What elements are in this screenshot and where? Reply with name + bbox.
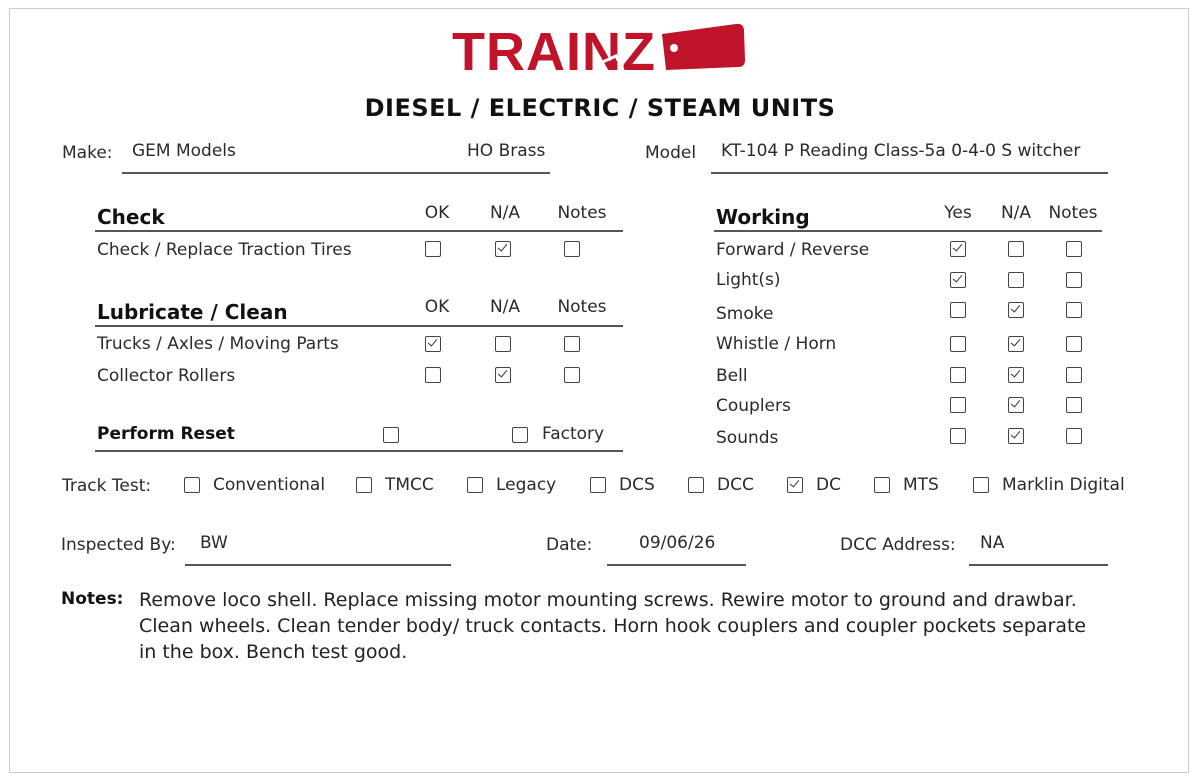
check-tires-ok-checkbox[interactable] [425, 241, 441, 257]
factory-reset-checkbox[interactable] [512, 427, 528, 443]
date-label: Date: [546, 535, 593, 555]
check-col-ok: OK [424, 203, 450, 223]
make-label: Make: [62, 143, 113, 163]
working-couplers-na-checkbox[interactable] [1008, 397, 1024, 413]
check-header-rule [95, 230, 623, 232]
trainz-logo [448, 20, 750, 78]
lubricate-col-notes: Notes [557, 297, 607, 317]
reset-rule [95, 450, 623, 452]
factory-label: Factory [542, 424, 605, 444]
track-option-label: Conventional [213, 475, 326, 495]
dcc-address-label: DCC Address: [840, 535, 956, 555]
lubricate-header: Lubricate / Clean [97, 300, 288, 324]
lubricate-rollers-notes-checkbox[interactable] [564, 367, 580, 383]
track-tmcc-checkbox[interactable] [356, 477, 372, 493]
inspected-by-label: Inspected By: [61, 535, 176, 555]
lubricate-trucks-notes-checkbox[interactable] [564, 336, 580, 352]
working-row-label: Couplers [716, 396, 791, 416]
model-label: Model [645, 143, 697, 163]
working-col-notes: Notes [1048, 203, 1098, 223]
working-whistle-na-checkbox[interactable] [1008, 336, 1024, 352]
track-test-label: Track Test: [62, 476, 152, 496]
notes-text[interactable]: Remove loco shell. Replace missing motor mounting screws. Rewire motor to ground and drawbar. Clean wheels. Clean tender body/ truck contacts. Horn hook couplers and coupler pockets separate in the box. Bench test good. [139, 589, 1087, 663]
model-value[interactable]: KT-104 P Reading Class-5a 0-4-0 S witcher [721, 141, 1081, 161]
working-forward-notes-checkbox[interactable] [1066, 241, 1082, 257]
working-smoke-notes-checkbox[interactable] [1066, 302, 1082, 318]
track-mts-checkbox[interactable] [874, 477, 890, 493]
check-tires-notes-checkbox[interactable] [564, 241, 580, 257]
working-sounds-na-checkbox[interactable] [1008, 428, 1024, 444]
working-bell-na-checkbox[interactable] [1008, 367, 1024, 383]
date-underline [607, 564, 746, 566]
working-header: Working [716, 205, 810, 229]
lubricate-rollers-na-checkbox[interactable] [495, 367, 511, 383]
working-smoke-na-checkbox[interactable] [1008, 302, 1024, 318]
notes-label: Notes: [61, 589, 124, 609]
working-lights-notes-checkbox[interactable] [1066, 272, 1082, 288]
date-value[interactable]: 09/06/26 [639, 533, 716, 553]
working-row-label: Sounds [716, 428, 779, 448]
working-col-yes: Yes [944, 203, 972, 223]
lubricate-row-label: Collector Rollers [97, 366, 236, 386]
working-sounds-notes-checkbox[interactable] [1066, 428, 1082, 444]
make-underline [122, 172, 550, 174]
lubricate-col-na: N/A [489, 297, 521, 317]
track-option-label: DCC [717, 475, 754, 495]
working-sounds-yes-checkbox[interactable] [950, 428, 966, 444]
track-option-label: Marklin Digital [1002, 475, 1125, 495]
form-title: DIESEL / ELECTRIC / STEAM UNITS [364, 94, 836, 122]
model-underline [711, 172, 1108, 174]
working-row-label: Whistle / Horn [716, 334, 837, 354]
lubricate-trucks-ok-checkbox[interactable] [425, 336, 441, 352]
check-row-label: Check / Replace Traction Tires [97, 240, 352, 260]
reset-checkbox[interactable] [383, 427, 399, 443]
track-option-label: Legacy [496, 475, 557, 495]
track-dcs-checkbox[interactable] [590, 477, 606, 493]
lubricate-rollers-ok-checkbox[interactable] [425, 367, 441, 383]
working-couplers-notes-checkbox[interactable] [1066, 397, 1082, 413]
inspected-by-value[interactable]: BW [200, 533, 228, 553]
track-dc-checkbox[interactable] [787, 477, 803, 493]
working-smoke-yes-checkbox[interactable] [950, 302, 966, 318]
lubricate-row-label: Trucks / Axles / Moving Parts [97, 334, 339, 354]
lubricate-trucks-na-checkbox[interactable] [495, 336, 511, 352]
check-col-notes: Notes [557, 203, 607, 223]
working-row-label: Light(s) [716, 270, 781, 290]
working-lights-na-checkbox[interactable] [1008, 272, 1024, 288]
inspected-by-underline [185, 564, 451, 566]
working-bell-notes-checkbox[interactable] [1066, 367, 1082, 383]
working-row-label: Forward / Reverse [716, 240, 870, 260]
track-option-label: MTS [903, 475, 939, 495]
svg-text:TRAINZ: TRAINZ [452, 22, 656, 78]
working-couplers-yes-checkbox[interactable] [950, 397, 966, 413]
reset-header: Perform Reset [97, 424, 235, 444]
track-option-label: DCS [619, 475, 655, 495]
track-option-label: DC [816, 475, 841, 495]
make-scale-value[interactable]: HO Brass [467, 141, 546, 161]
working-whistle-yes-checkbox[interactable] [950, 336, 966, 352]
track-marklin-checkbox[interactable] [973, 477, 989, 493]
track-legacy-checkbox[interactable] [467, 477, 483, 493]
dcc-address-underline [969, 564, 1108, 566]
dcc-address-value[interactable]: NA [980, 533, 1005, 553]
check-tires-na-checkbox[interactable] [495, 241, 511, 257]
working-header-rule [714, 230, 1102, 232]
make-value[interactable]: GEM Models [132, 141, 236, 161]
track-option-label: TMCC [385, 475, 434, 495]
working-forward-na-checkbox[interactable] [1008, 241, 1024, 257]
working-row-label: Bell [716, 366, 748, 386]
working-whistle-notes-checkbox[interactable] [1066, 336, 1082, 352]
lubricate-header-rule [95, 325, 623, 327]
check-col-na: N/A [489, 203, 521, 223]
working-col-na: N/A [1000, 203, 1032, 223]
lubricate-col-ok: OK [424, 297, 450, 317]
working-lights-yes-checkbox[interactable] [950, 272, 966, 288]
working-forward-yes-checkbox[interactable] [950, 241, 966, 257]
check-header: Check [97, 205, 165, 229]
track-conventional-checkbox[interactable] [184, 477, 200, 493]
working-row-label: Smoke [716, 304, 774, 324]
working-bell-yes-checkbox[interactable] [950, 367, 966, 383]
track-dcc-checkbox[interactable] [688, 477, 704, 493]
